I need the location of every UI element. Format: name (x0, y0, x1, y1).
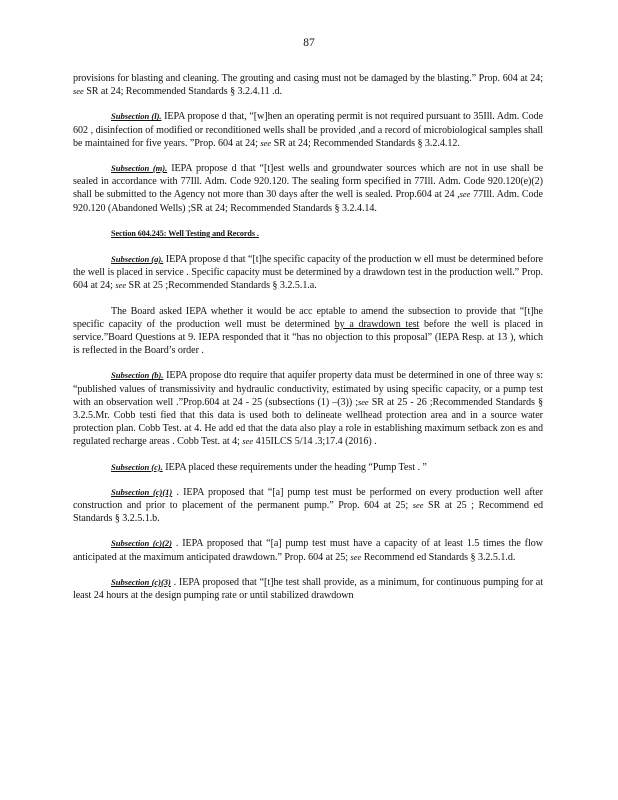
citation-signal: see (242, 436, 254, 447)
paragraph-text: SR at 24; Recommended Standards § 3.2.4.12. (271, 137, 460, 149)
paragraph-subsection-b (73, 369, 543, 448)
paragraph-subsection-c3 (73, 576, 543, 602)
paragraph-subsection-c2 (73, 537, 543, 563)
subsection-label: Subsection (m). (111, 163, 168, 174)
paragraph-text: . IEPA proposed that “[a] pump test must be performed on every production well after construction and prior to placement of the permanent pump.” Prop. 604 at 25; (73, 486, 543, 512)
subsection-label: Subsection (c)(3) (111, 576, 171, 587)
paragraph-text: Recommend ed Standards § 3.2.5.1.d. (361, 551, 516, 563)
paragraph-text: 77Ill. Adm. Code 920.120 (Abandoned Wells) ;SR at 24; Recommended Standards § 3.2.4.14. (73, 189, 543, 214)
paragraph-text: IEPA propose d that, “[w]hen an operating permit is not required pursuant to 35Ill. Adm. Code 602 , disinfection of modified or reconditioned wells shall be provided ,and a record of microbiological samples shall be maintained for five years. ”Prop. 604 at 24; (73, 111, 543, 149)
paragraph-subsection-a (73, 253, 543, 293)
paragraph-text: . IEPA proposed that “[a] pump test must have a capacity of at least 1.5 times the flow anticipated at the maximum anticipated drawdown.” Prop. 604 at 25; (73, 538, 543, 563)
paragraph-text: SR at 25 ; Recommend ed Standards § 3.2.5.1.b. (73, 500, 543, 525)
paragraph-text: IEPA propose d that “[t]est wells and groundwater sources which are not in use shall be sealed in accordance with 77Ill. Adm. Code 920.120. The sealing form specified in 77Ill. Adm. Code 920.120(e)(2) shall be submitted to the Agency not more than 30 days after the well is sealed. Prop.604 at 24 , (73, 163, 544, 201)
paragraph-text: 415ILCS 5/14 .3;17.4 (2016) . (253, 436, 377, 448)
citation-signal: see (357, 396, 369, 407)
citation-signal: see (260, 137, 272, 148)
paragraph-text: IEPA propose dto require that aquifer property data must be determined in one of three way s: “published values of transmissivity and hydraulic conductivity, estimated by using specific capacity, or a pump test with an observation well .”Prop.604 at 24 - 25 (subsections (1) –(3)) ; (73, 370, 543, 408)
section-heading: Section 604.245: Well Testing and Records . (111, 228, 259, 238)
subsection-label: Subsection (c)(1) (111, 486, 173, 497)
subsection-label: Subsection (b). (111, 370, 164, 381)
paragraph-text: SR at 25 ;Recommended Standards § 3.2.5.1.a. (126, 280, 317, 292)
paragraph-board-question (73, 305, 543, 358)
citation-signal: see (115, 280, 127, 291)
paragraph-subsection-l (73, 110, 543, 150)
paragraph-text: SR at 24; Recommended Standards § 3.2.4.11 .d. (83, 86, 283, 98)
paragraph-text: IEPA propose d that “[t]he specific capacity of the production w ell must be determined before the well is placed in service . Specific capacity must be determined by a drawdown test in the production well.” Prop. 604 at 24; (73, 254, 543, 292)
paragraph-text: before the well is placed in service.”Board Questions at 9. IEPA responded that it “has no objection to this proposal” (IEPA Resp. at 13 ), which is reflected in the Board’s order . (73, 318, 543, 357)
subsection-label: Subsection (c)(2) (111, 538, 172, 549)
citation-signal: see (459, 189, 471, 200)
paragraph-text: IEPA placed these requirements under the heading “Pump Test . ” (162, 461, 427, 473)
paragraph-text: provisions for blasting and cleaning. The grouting and casing must not be damaged by the blasting.” Prop. 604 at 24; (73, 73, 543, 84)
underlined-amendment: by a drawdown test (334, 318, 420, 330)
paragraph-text: SR at 25 - 26 ;Recommended Standards § 3.2.5.Mr. Cobb testi fied that this data is used both to delineate wellhead protection area and in a source water protection plan. Cobb Test. at 4. He add ed that the data also play a role in establishing maximum setback zon es and regulated recharge areas . Cobb Test. at 4; (73, 396, 543, 448)
subsection-label: Subsection (l). (111, 111, 162, 122)
page-number: 87 (303, 37, 315, 49)
citation-signal: see (412, 500, 424, 511)
paragraph-subsection-m (73, 162, 543, 215)
paragraph-text: The Board asked IEPA whether it would be acc eptable to amend the subsection to provide that “[t]he specific capacity of the production well must be determined (73, 305, 543, 330)
paragraph-subsection-c1 (73, 486, 543, 526)
paragraph-text: . IEPA proposed that “[t]he test shall provide, as a minimum, for continuous pumping for at least 24 hours at the design pumping rate or until stabilized drawdown (73, 576, 543, 602)
subsection-label: Subsection (c). (111, 461, 163, 472)
citation-signal: see (350, 551, 362, 562)
paragraph-subsection-c (73, 461, 543, 474)
paragraph-blasting (73, 72, 543, 98)
subsection-label: Subsection (a). (111, 254, 164, 265)
citation-signal: see (73, 86, 84, 97)
document-body (73, 72, 543, 614)
